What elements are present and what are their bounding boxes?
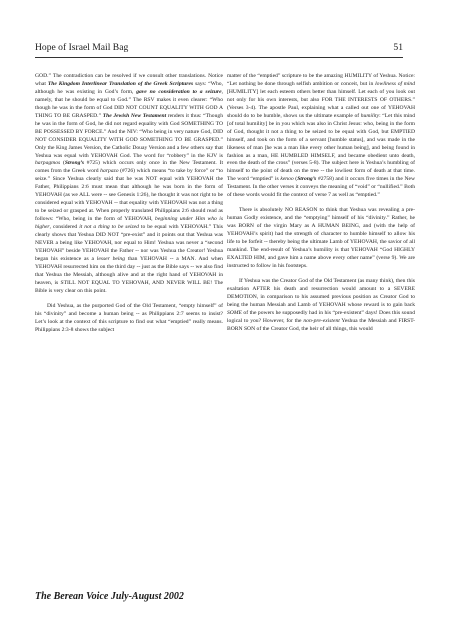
running-title: Hope of Israel Mail Bag [35, 42, 129, 53]
page-number: 51 [393, 42, 403, 53]
running-header [35, 41, 403, 58]
publication-footer: The Berean Voice July-August 2002 [35, 591, 184, 602]
left-paragraph-1: GOD.” The contradiction can be resolved if we consult other translations. Notice what The Kingdom Interlinear Translation of the Greek Scriptures says: “Who, although he was existing in God’s form, gave no consideration to a seizure, namely, that he should be equal to God.” The RSV makes it even clearer: “Who though he was in the form of God DID NOT COUNT EQUALITY WITH GOD A THING TO BE GRASPED.” The Jewish New Testament renders it thus: “Though he was in the form of God, he did not regard equality with God SOMETHING TO BE POSSESSED BY FORCE.” And the NIV: “Who being in very nature God, DID NOT CONSIDER EQUALITY WITH GOD SOMETHING TO BE GRASPED.” Only the King James Version, the Catholic Douay Version and a few others say that Yeshua was equal with YEHOVAH God. The word for “robbery” in the KJV is harpagmos (Strong’s #725) which occurs only once in the New Testament. It comes from the Greek word harpazo (#726) which means “to take by force” or “to seize.” Since Yeshua clearly said that he was NOT equal with YEHOVAH the Father, Philippians 2:6 must mean that although he was born in the form of YEHOVAH (as we ALL were -- see Genesis 1:26), he thought it was not right to be considered equal with YEHOVAH -- that equality with YEHOVAH was not a thing to be seized or grasped at. When properly translated Philippians 2:6 should read as follows: “Who, being in the form of YEHOVAH, beginning under Him who is higher, considered it not a thing to be seized to be equal with YEHOVAH.” This clearly shows that Yeshua DID NOT “pre-exist” and it points out that Yeshua was NEVER a being like YEHOVAH, nor equal to Him! Yeshua was never a “second YEHOVAH” beside YEHOVAH the Father -- nor was Yeshua the Creator! Yeshua began his existence as a lesser being than YEHOVAH -- a MAN. And when YEHOVAH resurrected him on the third day -- just as the Bible says -- we also find that Yeshua the Messiah, although alive and at the right hand of YEHOVAH in heaven, is STILL NOT EQUAL TO YEHOVAH, AND NEVER WILL BE! The Bible is very clear on this point. [35, 73, 224, 294]
right-paragraph-2: There is absolutely NO REASON to think that Yeshua was revealing a pre-human Godly existence, and the “emptying” himself of his “divinity.” Rather, he was BORN of the virgin Mary as A HUMAN BEING, and (with the help of YEHOVAH’s spirit) had the strength of character to humble himself to allow his life to be forfeit -- thereby being the ultimate Lamb of YEHOVAH, the savior of all mankind. The end-result of Yeshua’s humility is that YEHOVAH “God HIGHLY EXALTED HIM, and gave him a name above every other name” (verse 9). We are instructed to follow in his footsteps. [227, 207, 415, 270]
left-paragraph-2: Did Yeshua, as the purported God of the Old Testament, “empty himself” of his “divinity” and become a human being -- as Philippians 2:7 seems to insist? Let’s look at the context of this scripture to find out what “emptied” really means. Philippians 2:3-8 shows the subject [35, 302, 223, 333]
right-paragraph-1: matter of the “emptied” scripture to be the amazing HUMILITY of Yeshua. Notice: “Let nothing be done through selfish ambition or conceit, but in lowliness of mind [HUMILITY] let each esteem others better than himself. Let each of you look out not only for his own interests, but also FOR THE INTERESTS OF OTHERS.” (Verses 3-4). The apostle Paul, explaining what a called out one of YEHOVAH should do to be humble, shows us the ultimate example of humility: “Let this mind [of total humility] be in you which was also in Christ Jesus: who, being in the form of God, thought it not a thing to be seized to be equal with God, but EMPTIED himself, and took on the form of a servant [humble status], and was made in the likeness of man [he was a man like every other human being], and being found in fashion as a man, HE HUMBLED HIMSELF, and became obedient unto death, even the death of the cross” (verses 5-8). The subject here is Yeshua’s humbling of himself to the point of death on the tree -- the lowliest form of death at that time. The word “emptied” is kenoo (Strong’s #2758) and it occurs five times in the New Testament. In the other verses it conveys the meaning of “void” or “nullified.” Both of these words would fit the context of verse 7 as well as “emptied.” [227, 73, 416, 199]
right-paragraph-3: If Yeshua was the Creator God of the Old Testament (as many think), then this exaltation AFTER his death and resurrection would amount to a SEVERE DEMOTION, in comparison to his assumed previous position as Creator God to being the human Messiah and Lamb of YEHOVAH whose reward is to gain back SOME of the powers he supposedly had in his “pre-existent” days! Does this sound logical to you? However, for the non-pre-existent Yeshua the Messiah and FIRST-BORN SON of the Creator God, the heir of all things, this would [227, 278, 415, 332]
left-column [35, 73, 223, 335]
right-column [227, 73, 415, 334]
